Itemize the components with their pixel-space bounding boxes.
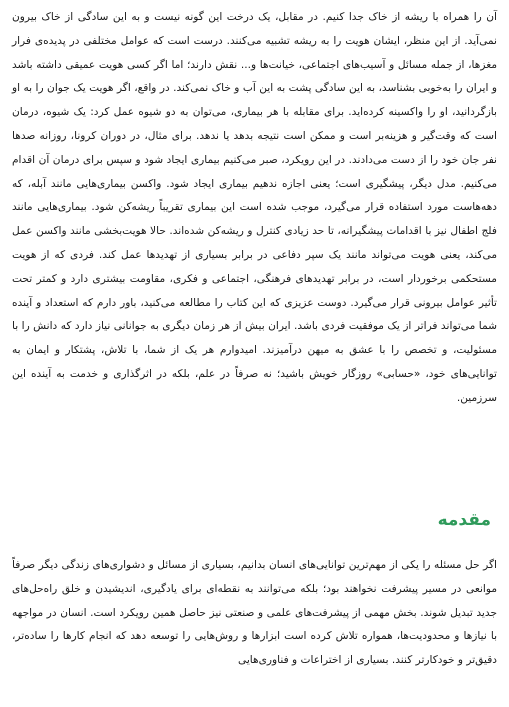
text-line: را توسعه دهد که انجام کارها را ساده‌تر، دقیق‌تر و خودکارتر کنند. بسیاری از اختراعات و فناوری‌هایی: [12, 630, 497, 667]
text-line: در واقع، اگر هویت یک جوان را به او بازگردانید، او را واکسینه کرده‌اید. برای مقابله با هر بیماری،: [12, 82, 497, 119]
text-line: پدیده‌ی فرار مغزها، از جمله مسائل و آسیب‌های اجتماعی، خیانت‌ها و... نقش دارند؛ اما اگر کسی: [12, 34, 498, 71]
body-paragraph-identity: [12, 2, 497, 411]
text-line: می‌کند، یعنی هویت می‌تواند مانند یک سپر دفاعی در برابر بسیاری از تهدیدها عمل کند. فردی که از: [36, 248, 497, 261]
text-line: می‌توان به دو شیوه عمل کرد: یک شیوه، درمان است که وقت‌گیر و هزینه‌بر است و ممکن است نتیجه: [12, 106, 497, 142]
text-line: دارد و کمتر تحت تأثیر عوامل بیرونی قرار می‌گیرد. دوست عزیزی که این کتاب را مطالعه می‌کنید،: [12, 272, 497, 309]
text-line: آن را همراه با ریشه از خاک جدا کنیم. در مقابل، یک درخت این گونه نیست و به این سادگی از خاک: [36, 11, 497, 23]
text-line: قرار می‌گیرد، موجب شده است این بیماری تقریباً ریشه‌کن شود. بیماری‌هایی مانند فلج اطفال نیز با: [12, 201, 497, 238]
body-paragraph-introduction: [12, 554, 497, 673]
text-line: اقدامات پیشگیرانه، تا حد زیادی کنترل و ریشه‌کن شده‌اند. حالا هویت‌بخشی مانند واکسن عمل: [12, 225, 422, 238]
text-line: هر یک از شما، با تلاش، پشتکار و ایمان به توانایی‌های خود، «حسابی» روزگار خویش باشید؛ نه صرفاً: [12, 344, 497, 380]
text-line: بدهد یا ندهد. برای مثال، در دوران کرونا، روزانه صدها نفر جان خود را از دست می‌دادند. در این: [12, 129, 497, 166]
section-heading: مقدمه: [437, 510, 491, 530]
text-line: رویکرد است. انسان در مواجهه با نیازها و محدودیت‌ها، همواره تلاش کرده است ابزارها و روش‌هایی: [12, 606, 498, 643]
text-line: رویکرد، صبر می‌کنیم بیماری ایجاد شود و سپس برای درمان آن اقدام می‌کنیم. مدل دیگر، پیشگیری: [12, 153, 497, 190]
text-line: هویت عمیقی داشته باشد و ایران را به‌خوبی بشناسد، به این سادگی پشت به این آب و خاک نمی‌کند.: [12, 58, 497, 95]
text-line: دیگری به جوانانی نیاز دارد که دانش را با مسئولیت، و تخصص را با عشق به میهن درآمیزند. امیدوارم: [12, 320, 497, 357]
text-line: خلق راه‌حل‌های جدید تبدیل شوند. بخش مهمی از پیشرفت‌های علمی و صنعتی نیز حاصل همین: [12, 582, 497, 619]
text-line: اگر حل مسئله را یکی از مهم‌ترین توانایی‌های انسان بدانیم، بسیاری از مسائل و دشواری‌های زندگی: [58, 559, 497, 571]
text-line: باور دارم که استعداد و آینده شما می‌تواند فراتر از یک موفقیت فردی باشد. ایران بیش از هر زمان: [12, 296, 497, 333]
text-line: هویت مستحکمی برخوردار است، در برابر تهدیدهای فرهنگی، اجتماعی و فکری، مقاومت بیشتری: [12, 248, 497, 285]
text-line: بیرون نمی‌آید. از این منظر، ایشان هویت را به ریشه تشبیه می‌کنند. درست است که عوامل مختلفی در: [12, 11, 497, 47]
text-line: دیگر صرفاً موانعی در مسیر پیشرفت نخواهند بود؛ بلکه می‌توانند به نقطه‌ای برای یادگیری، اندیشیدن و: [12, 559, 497, 595]
text-line: است؛ یعنی اجازه ندهیم بیماری ایجاد شود. واکسن بیماری‌هایی مانند آبله، که دهه‌هاست مورد استفاده: [12, 177, 497, 214]
text-line: در علم، بلکه در اثرگذاری و خدمت به آینده این سرزمین.: [12, 367, 497, 404]
